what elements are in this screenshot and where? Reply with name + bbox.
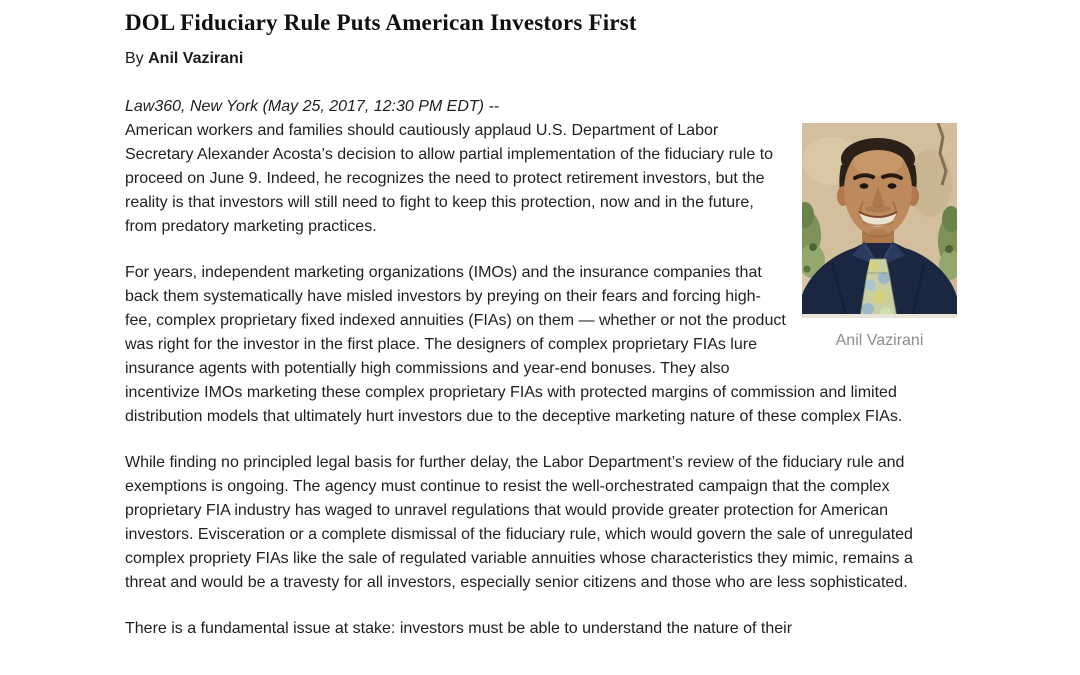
article-body	[125, 95, 957, 641]
dateline: Law360, New York (May 25, 2017, 12:30 PM EDT) --	[125, 98, 500, 115]
photo-caption: Anil Vazirani	[835, 332, 924, 349]
author-photo-figure	[802, 123, 957, 350]
paragraph-2: For years, independent marketing organizations (IMOs) and the insurance companies that back them systematically have misled investors by preying on their fears and forcing high-fee, complex proprietary fixed indexed annuities (FIAs) on them — whether or not the product was right for the investor in the first place. The designers of complex proprietary FIAs lure insurance agents with potentially high commissions and year-end bonuses. They also incentivize IMOs marketing these complex proprietary FIAs with protected margins of commission and limited distribution models that ultimately hurt investors due to the deceptive marketing nature of these complex FIAs.	[125, 264, 903, 425]
paragraph-1: American workers and families should cautiously applaud U.S. Department of Labor Secretary Alexander Acosta’s decision to allow partial implementation of the fiduciary rule to proceed on June 9. Indeed, he recognizes the need to protect retirement investors, but the reality is that investors will still need to fight to keep this protection, now and in the future, from predatory marketing practices.	[125, 122, 774, 235]
byline-prefix: By	[125, 50, 149, 67]
byline-author: Anil Vazirani	[148, 50, 244, 67]
author-portrait-photo	[802, 123, 957, 318]
paragraph-4-cutoff: There is a fundamental issue at stake: investors must be able to understand the nature of their	[125, 620, 793, 637]
byline	[125, 49, 957, 68]
paragraph-3: While finding no principled legal basis for further delay, the Labor Department’s review of the fiduciary rule and exemptions is ongoing. The agency must continue to resist the well-orchestrated campaign that the complex proprietary FIA industry has waged to unravel regulations that would provide greater protection for American investors. Evisceration or a complete dismissal of the fiduciary rule, which would govern the sale of unregulated complex propriety FIAs like the sale of regulated variable annuities whose characteristics they mimic, remains a threat and would be a travesty for all investors, especially senior citizens and those who are less sophisticated.	[125, 454, 913, 591]
article-title: DOL Fiduciary Rule Puts American Investors First	[125, 10, 637, 35]
